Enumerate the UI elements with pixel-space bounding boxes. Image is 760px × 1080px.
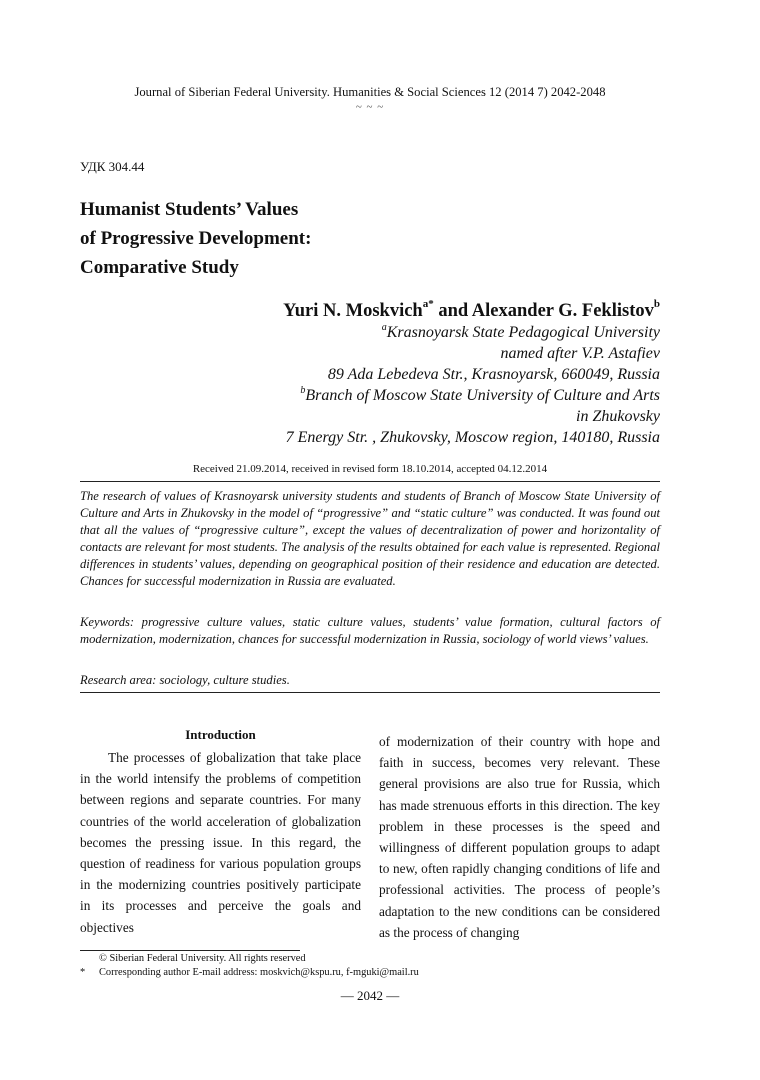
author-2-name: Alexander G. Feklistov [471,301,654,321]
keywords: Keywords: progressive culture values, static culture values, students’ value formation, cultural factors of modernization, modernization, chances for successful modernization in Russia, sociology of world views’ values. [80,615,660,646]
intro-column-left [80,747,361,938]
authors-conjunction: and [433,301,472,321]
author-2-affil-mark: b [653,298,660,310]
article-title [80,195,311,282]
title-line-3: Comparative Study [80,257,239,278]
divider-bottom [80,692,660,693]
title-line-1: Humanist Students’ Values [80,199,299,220]
author-1-name: Yuri N. Moskvich [283,301,423,321]
affiliation-a-line-2: named after V.P. Astafiev [500,345,660,362]
affiliation-a-line-1: $^a$Krasnoyarsk State Pedagogical University [381,322,660,341]
affiliation-b-line-2: in Zhukovsky [576,408,660,425]
intro-paragraph-right: of modernization of their country with hope and faith in success, becomes very relevant. These general provisions are also true for Russia, which has made strenuous efforts in this direction. The key problem in these processes is the speed and willingness of different population groups to adapt to new, often rapidly changing conditions of life and professional activities. The process of people’s adaptation to the new conditions can be considered as the process of changing [379,734,660,940]
research-area: Research area: sociology, culture studies. [80,673,290,687]
page-number: — 2042 — [340,988,400,1003]
footnote-divider [80,950,300,951]
intro-paragraph-left: The processes of globalization that take place in the world intensify the problems of competition between regions and separate countries. For many countries of the world acceleration of globalization becomes the pressing issue. In this regard, the question of readiness for various population groups in the modernizing countries positively participate in its processes and perceive the goals and objectives [80,750,361,935]
footnote-copyright: © Siberian Federal University. All rights reserved [99,953,306,964]
divider-top [80,481,660,482]
journal-header: Journal of Siberian Federal University. Humanities & Social Sciences 12 (2014 7) 2042-2048 [134,85,606,99]
header-ornament: ~ ~ ~ [355,101,385,113]
affiliation-b-line-1: $^b$Branch of Moscow State University of Culture and Arts [300,385,660,404]
title-line-2: of Progressive Development: [80,228,312,249]
footnote-corresponding-author: Corresponding author E-mail address: moskvich@kspu.ru, f-mguki@mail.ru [99,967,419,978]
received-dates: Received 21.09.2014, received in revised form 18.10.2014, accepted 04.12.2014 [192,463,548,475]
udk-code: УДК 304.44 [80,159,145,174]
introduction-heading: Introduction [185,727,256,742]
author-1-affil-mark: a* [422,298,434,310]
footnote-star-mark: * [80,967,86,978]
affiliation-a-line-3: 89 Ada Lebedeva Str., Krasnoyarsk, 660049, Russia [327,366,660,383]
abstract: The research of values of Krasnoyarsk university students and students of Branch of Moscow State University of Culture and Arts in Zhukovsky in the model of “progressive” and “static culture” was conducted. It was found out that all the values of “progressive culture”, except the values of decentralization of power and horizontality of contacts are relevant for most students. The analysis of the results obtained for each value is represented. Regional differences in students’ values, depending on geographical position of their residence and education are detected. Chances for successful modernization in Russia are evaluated. [80,489,660,588]
affiliations [286,322,660,448]
authors [283,298,660,322]
intro-column-right [379,731,660,943]
affiliation-b-line-3: 7 Energy Str. , Zhukovsky, Moscow region, 140180, Russia [285,429,660,446]
